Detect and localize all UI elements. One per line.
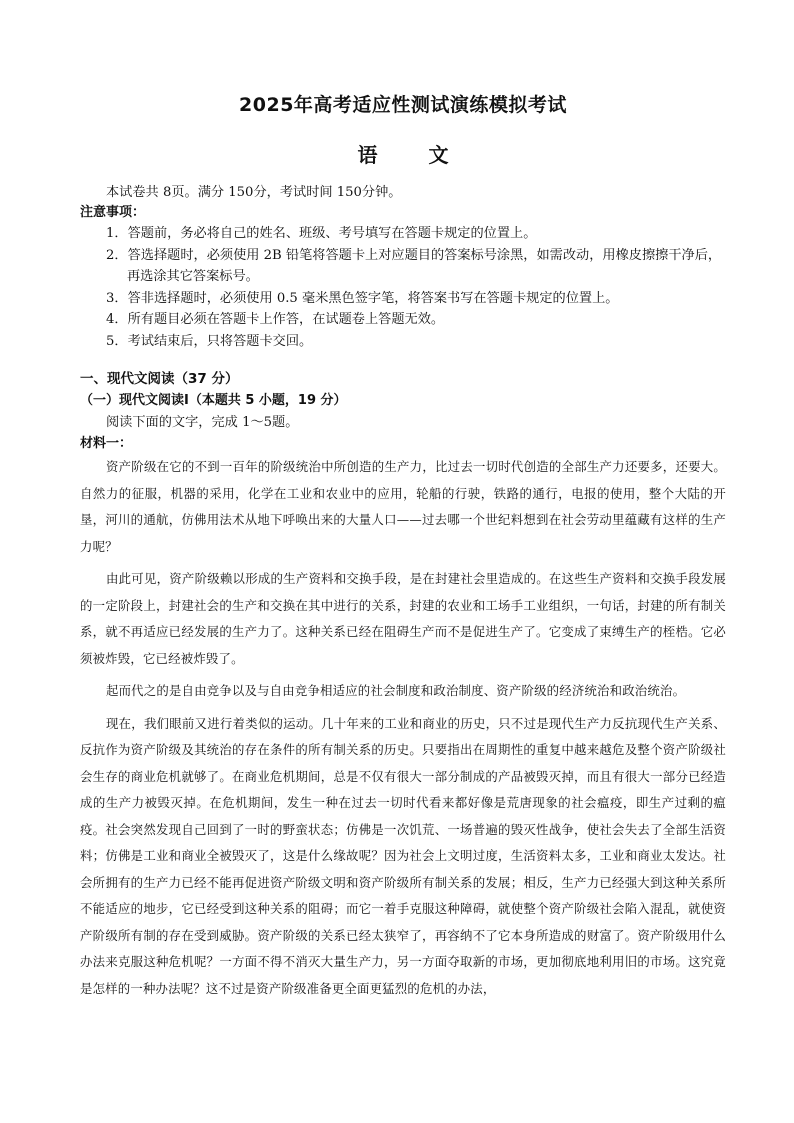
passage-paragraph: 起而代之的是自由竞争以及与自由竞争相适应的社会制度和政治制度、资产阶级的经济统治和政治统治。 bbox=[106, 683, 686, 698]
notes-label: 注意事项： bbox=[80, 205, 146, 220]
reading-instruction: 阅读下面的文字，完成 1～5题。 bbox=[106, 415, 299, 430]
note-item: 1．答题前，务必将自己的姓名、班级、考号填写在答题卡规定的位置上。 bbox=[106, 226, 537, 241]
passage-paragraph: 由此可见，资产阶级赖以形成的生产资料和交换手段，是在封建社会里造成的。在这些生产资料和交换手段发展的一定阶段上，封建社会的生产和交换在其中进行的关系，封建的农业和工场手工业组织，一句话，封建的所有制关系，就不再适应已经发展的生产力了。这种关系已经在阻碍生产而不是促进生产了。它变成了束缚生产的桎梏。它必须被炸毁，它已经被炸毁了。 bbox=[80, 571, 726, 666]
material-label: 材料一： bbox=[80, 436, 133, 451]
subsection-heading: （一）现代文阅读Ⅰ（本题共 5 小题，19 分） bbox=[80, 393, 347, 408]
section-heading: 一、现代文阅读（37 分） bbox=[80, 371, 239, 387]
note-item: 3．答非选择题时，必须使用 0.5 毫米黑色签字笔，将答案书写在答题卡规定的位置上。 bbox=[106, 290, 619, 306]
reading-passage bbox=[80, 454, 726, 1002]
exam-title: 2025年高考适应性测试演练模拟考试 bbox=[239, 94, 567, 116]
note-item: 5．考试结束后，只将答题卡交回。 bbox=[106, 333, 313, 349]
note-item: 4．所有题目必须在答题卡上作答，在试题卷上答题无效。 bbox=[106, 312, 445, 327]
notes-list bbox=[80, 223, 726, 352]
note-item: 2．答选择题时，必须使用 2B 铅笔将答题卡上对应题目的答案标号涂黑，如需改动，用橡皮擦擦干净后，再选涂其它答案标号。 bbox=[106, 247, 722, 284]
passage-paragraph: 资产阶级在它的不到一百年的阶级统治中所创造的生产力，比过去一切时代创造的全部生产力还要多，还要大。自然力的征服，机器的采用，化学在工业和农业中的应用，轮船的行驶，铁路的通行，电报的使用，整个大陆的开垦，河川的通航，仿佛用法术从地下呼唤出来的大量人口——过去哪一个世纪料想到在社会劳动里蕴藏有这样的生产力呢？ bbox=[80, 459, 726, 554]
subject-title: 语 文 bbox=[357, 143, 471, 167]
exam-intro: 本试卷共 8页。满分 150分，考试时间 150分钟。 bbox=[106, 185, 402, 200]
passage-paragraph: 现在，我们眼前又进行着类似的运动。几十年来的工业和商业的历史，只不过是现代生产力反抗现代生产关系、反抗作为资产阶级及其统治的存在条件的所有制关系的历史。只要指出在周期性的重复中越来越危及整个资产阶级社会生存的商业危机就够了。在商业危机期间，总是不仅有很大一部分制成的产品被毁灭掉，而且有很大一部分已经造成的生产力被毁灭掉。在危机期间，发生一种在过去一切时代看来都好像是荒唐现象的社会瘟疫，即生产过剩的瘟疫。社会突然发现自己回到了一时的野蛮状态；仿佛是一次饥荒、一场普遍的毁灭性战争，使社会失去了全部生活资料；仿佛是工业和商业全被毁灭了，这是什么缘故呢？因为社会上文明过度，生活资料太多，工业和商业太发达。社会所拥有的生产力已经不能再促进资产阶级文明和资产阶级所有制关系的发展；相反，生产力已经强大到这种关系所不能适应的地步，它已经受到这种关系的阻碍；而它一着手克服这种障碍，就使整个资产阶级社会陷入混乱，就使资产阶级所有制的存在受到威胁。资产阶级的关系已经太狭窄了，再容纳不了它本身所造成的财富了。资产阶级用什么办法来克服这种危机呢？一方面不得不消灭大量生产力，另一方面夺取新的市场，更加彻底地利用旧的市场。这究竟是怎样的一种办法呢？这不过是资产阶级准备更全面更猛烈的危机的办法， bbox=[80, 715, 726, 996]
